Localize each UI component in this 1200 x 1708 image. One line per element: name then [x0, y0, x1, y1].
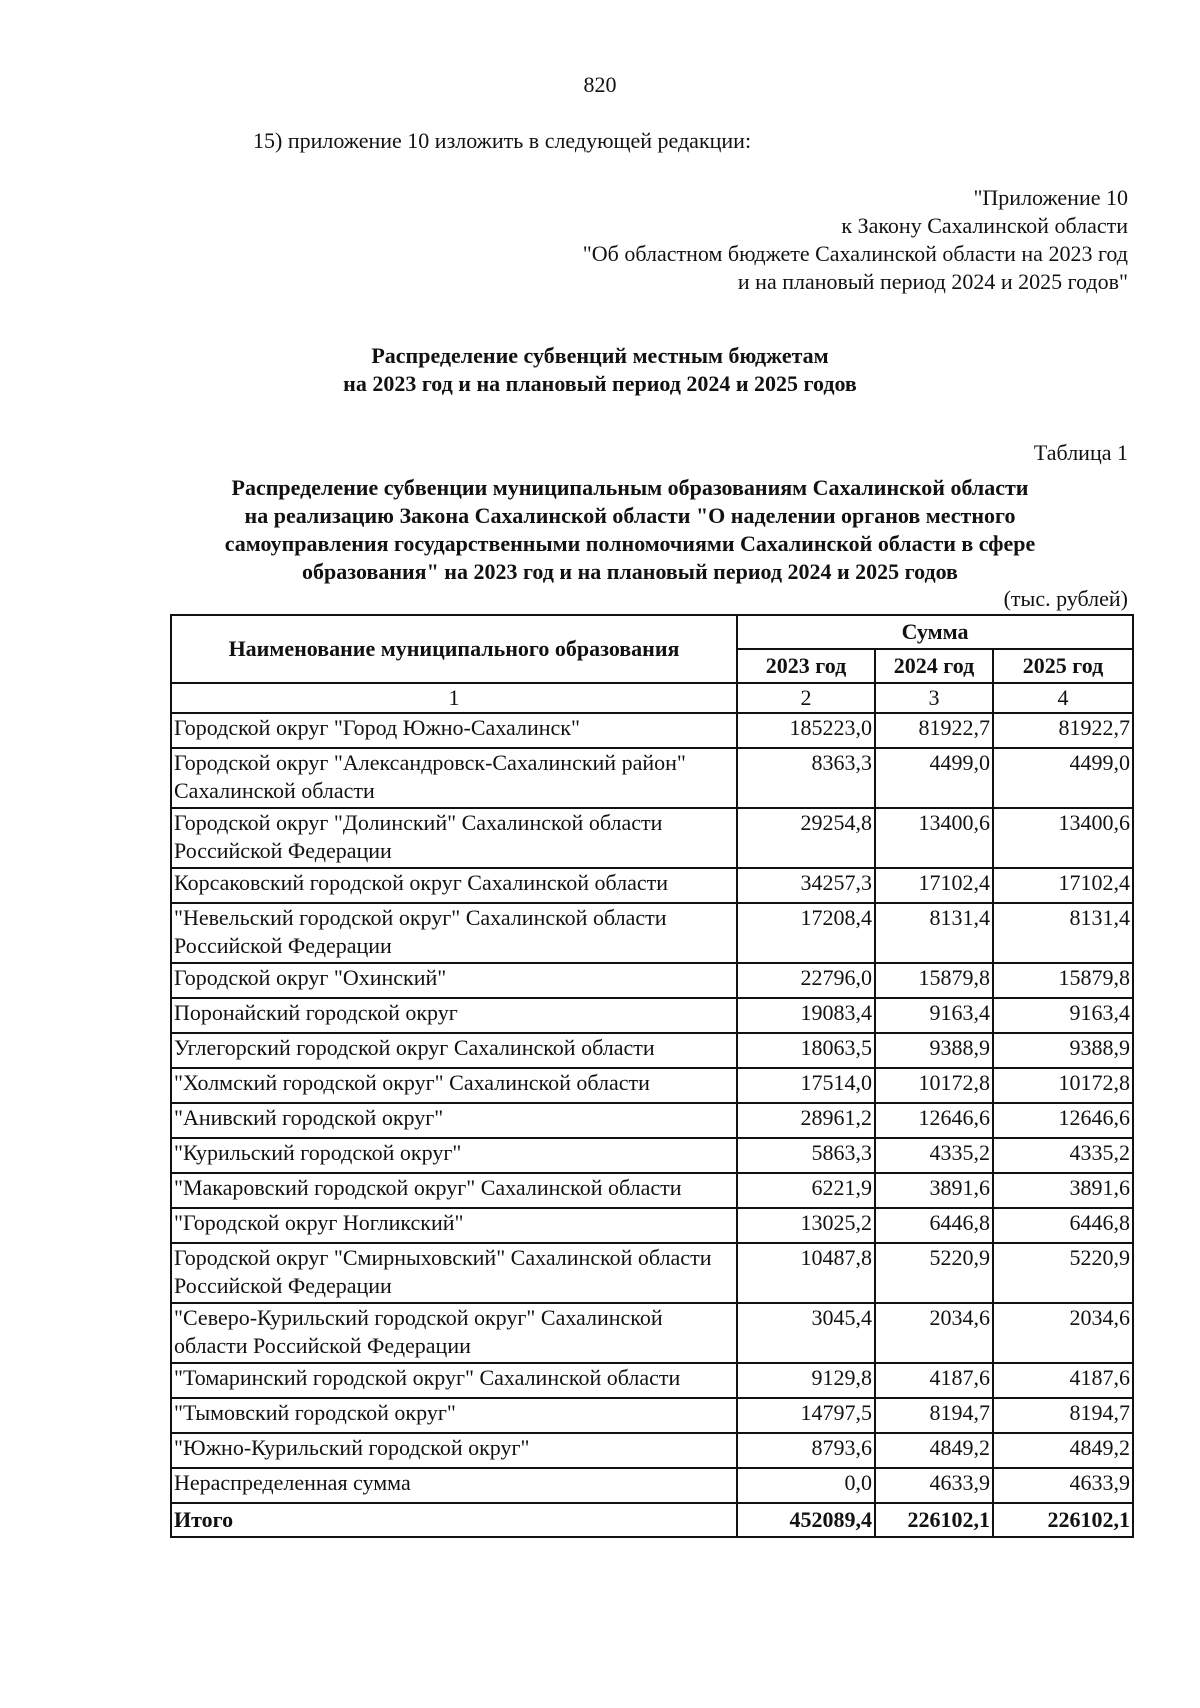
table-row	[171, 1243, 1133, 1303]
value-2024: 3891,6	[875, 1173, 993, 1208]
municipality-name: "Томаринский городской округ" Сахалинской области	[171, 1363, 737, 1398]
value-2025: 17102,4	[993, 868, 1133, 903]
value-2025: 4187,6	[993, 1363, 1133, 1398]
table-row	[171, 1208, 1133, 1243]
table-title	[190, 474, 1070, 586]
value-2025: 8131,4	[993, 903, 1133, 963]
value-2024: 4849,2	[875, 1433, 993, 1468]
table-title-line: образования" на 2023 год и на плановый период 2024 и 2025 годов	[302, 559, 958, 584]
municipality-name: Городской округ "Александровск-Сахалинский район" Сахалинской области	[171, 748, 737, 808]
table-row	[171, 1033, 1133, 1068]
total-2024: 226102,1	[875, 1503, 993, 1537]
municipality-name: Городской округ "Смирныховский" Сахалинской области Российской Федерации	[171, 1243, 737, 1303]
municipality-name: "Тымовский городской округ"	[171, 1398, 737, 1433]
municipality-name: "Макаровский городской округ" Сахалинской области	[171, 1173, 737, 1208]
value-2024: 15879,8	[875, 963, 993, 998]
value-2025: 3891,6	[993, 1173, 1133, 1208]
value-2024: 9163,4	[875, 998, 993, 1033]
column-index: 4	[993, 683, 1133, 713]
main-title	[0, 342, 1200, 398]
header-sum: Сумма	[737, 615, 1133, 649]
table-row	[171, 998, 1133, 1033]
column-index: 3	[875, 683, 993, 713]
table-body	[171, 713, 1133, 1537]
value-2023: 10487,8	[737, 1243, 875, 1303]
table-row	[171, 748, 1133, 808]
table-row	[171, 713, 1133, 748]
value-2024: 2034,6	[875, 1303, 993, 1363]
value-2023: 8793,6	[737, 1433, 875, 1468]
value-2023: 13025,2	[737, 1208, 875, 1243]
table-title-line: Распределение субвенции муниципальным образованиям Сахалинской области	[231, 475, 1029, 500]
table-row	[171, 868, 1133, 903]
value-2024: 4499,0	[875, 748, 993, 808]
value-2025: 9163,4	[993, 998, 1133, 1033]
table-title-line: самоуправления государственными полномочиями Сахалинской области в сфере	[224, 531, 1036, 556]
municipality-name: "Анивский городской округ"	[171, 1103, 737, 1138]
table-row	[171, 1468, 1133, 1503]
header-year-2024: 2024 год	[875, 649, 993, 683]
value-2025: 9388,9	[993, 1033, 1133, 1068]
value-2024: 12646,6	[875, 1103, 993, 1138]
value-2023: 22796,0	[737, 963, 875, 998]
value-2024: 5220,9	[875, 1243, 993, 1303]
value-2023: 17514,0	[737, 1068, 875, 1103]
value-2025: 81922,7	[993, 713, 1133, 748]
value-2023: 8363,3	[737, 748, 875, 808]
municipality-name: Городской округ "Долинский" Сахалинской области Российской Федерации	[171, 808, 737, 868]
value-2025: 15879,8	[993, 963, 1133, 998]
appendix-line: "Об областном бюджете Сахалинской области на 2023 год	[582, 241, 1128, 266]
value-2025: 10172,8	[993, 1068, 1133, 1103]
value-2023: 6221,9	[737, 1173, 875, 1208]
header-year-2023: 2023 год	[737, 649, 875, 683]
total-2025: 226102,1	[993, 1503, 1133, 1537]
value-2025: 13400,6	[993, 808, 1133, 868]
value-2024: 8131,4	[875, 903, 993, 963]
value-2023: 185223,0	[737, 713, 875, 748]
value-2023: 29254,8	[737, 808, 875, 868]
table-row	[171, 1103, 1133, 1138]
table-row	[171, 1433, 1133, 1468]
amendment-intro: 15) приложение 10 изложить в следующей редакции:	[253, 128, 752, 153]
table-title-line: на реализацию Закона Сахалинской области "О наделении органов местного	[244, 503, 1016, 528]
municipality-name: "Городской округ Ногликский"	[171, 1208, 737, 1243]
table-row	[171, 1398, 1133, 1433]
value-2023: 14797,5	[737, 1398, 875, 1433]
municipality-name: Поронайский городской округ	[171, 998, 737, 1033]
value-2025: 6446,8	[993, 1208, 1133, 1243]
main-title-line: Распределение субвенций местным бюджетам	[371, 343, 829, 368]
value-2024: 4187,6	[875, 1363, 993, 1398]
appendix-line: "Приложение 10	[973, 185, 1128, 210]
municipality-name: "Холмский городской округ" Сахалинской области	[171, 1068, 737, 1103]
total-2023: 452089,4	[737, 1503, 875, 1537]
value-2024: 9388,9	[875, 1033, 993, 1068]
total-label: Итого	[171, 1503, 737, 1537]
appendix-reference	[583, 184, 1128, 296]
table-row	[171, 903, 1133, 963]
page-number: 820	[583, 72, 617, 97]
municipality-name: "Невельский городской округ" Сахалинской области Российской Федерации	[171, 903, 737, 963]
municipality-name: Городской округ "Охинский"	[171, 963, 737, 998]
value-2025: 4335,2	[993, 1138, 1133, 1173]
municipality-name: Нераспределенная сумма	[171, 1468, 737, 1503]
value-2025: 4633,9	[993, 1468, 1133, 1503]
municipality-name: Городской округ "Город Южно-Сахалинск"	[171, 713, 737, 748]
value-2023: 34257,3	[737, 868, 875, 903]
value-2024: 10172,8	[875, 1068, 993, 1103]
table-label: Таблица 1	[1033, 440, 1128, 465]
value-2025: 2034,6	[993, 1303, 1133, 1363]
main-title-line: на 2023 год и на плановый период 2024 и 2025 годов	[343, 371, 857, 396]
value-2024: 13400,6	[875, 808, 993, 868]
value-2024: 17102,4	[875, 868, 993, 903]
value-2024: 8194,7	[875, 1398, 993, 1433]
appendix-line: и на плановый период 2024 и 2025 годов"	[737, 269, 1128, 294]
value-2024: 6446,8	[875, 1208, 993, 1243]
value-2023: 19083,4	[737, 998, 875, 1033]
table-row	[171, 1363, 1133, 1398]
municipality-name: Корсаковский городской округ Сахалинской области	[171, 868, 737, 903]
subvention-table	[170, 614, 1134, 1538]
value-2025: 8194,7	[993, 1398, 1133, 1433]
table-row	[171, 1303, 1133, 1363]
header-name: Наименование муниципального образования	[171, 615, 737, 683]
value-2023: 0,0	[737, 1468, 875, 1503]
value-2024: 81922,7	[875, 713, 993, 748]
table-row	[171, 1173, 1133, 1208]
column-index: 1	[171, 683, 737, 713]
table-row	[171, 1138, 1133, 1173]
value-2023: 3045,4	[737, 1303, 875, 1363]
value-2025: 12646,6	[993, 1103, 1133, 1138]
value-2025: 4499,0	[993, 748, 1133, 808]
value-2024: 4335,2	[875, 1138, 993, 1173]
appendix-line: к Закону Сахалинской области	[841, 213, 1128, 238]
municipality-name: "Северо-Курильский городской округ" Сахалинской области Российской Федерации	[171, 1303, 737, 1363]
municipality-name: "Курильский городской округ"	[171, 1138, 737, 1173]
column-index: 2	[737, 683, 875, 713]
value-2023: 5863,3	[737, 1138, 875, 1173]
table-row	[171, 963, 1133, 998]
municipality-name: "Южно-Курильский городской округ"	[171, 1433, 737, 1468]
value-2025: 5220,9	[993, 1243, 1133, 1303]
table-row	[171, 1068, 1133, 1103]
header-year-2025: 2025 год	[993, 649, 1133, 683]
municipality-name: Углегорский городской округ Сахалинской области	[171, 1033, 737, 1068]
value-2023: 18063,5	[737, 1033, 875, 1068]
total-row	[171, 1503, 1133, 1537]
value-2023: 17208,4	[737, 903, 875, 963]
units-label: (тыс. рублей)	[1003, 586, 1128, 611]
value-2023: 28961,2	[737, 1103, 875, 1138]
value-2023: 9129,8	[737, 1363, 875, 1398]
value-2024: 4633,9	[875, 1468, 993, 1503]
table-row	[171, 808, 1133, 868]
value-2025: 4849,2	[993, 1433, 1133, 1468]
